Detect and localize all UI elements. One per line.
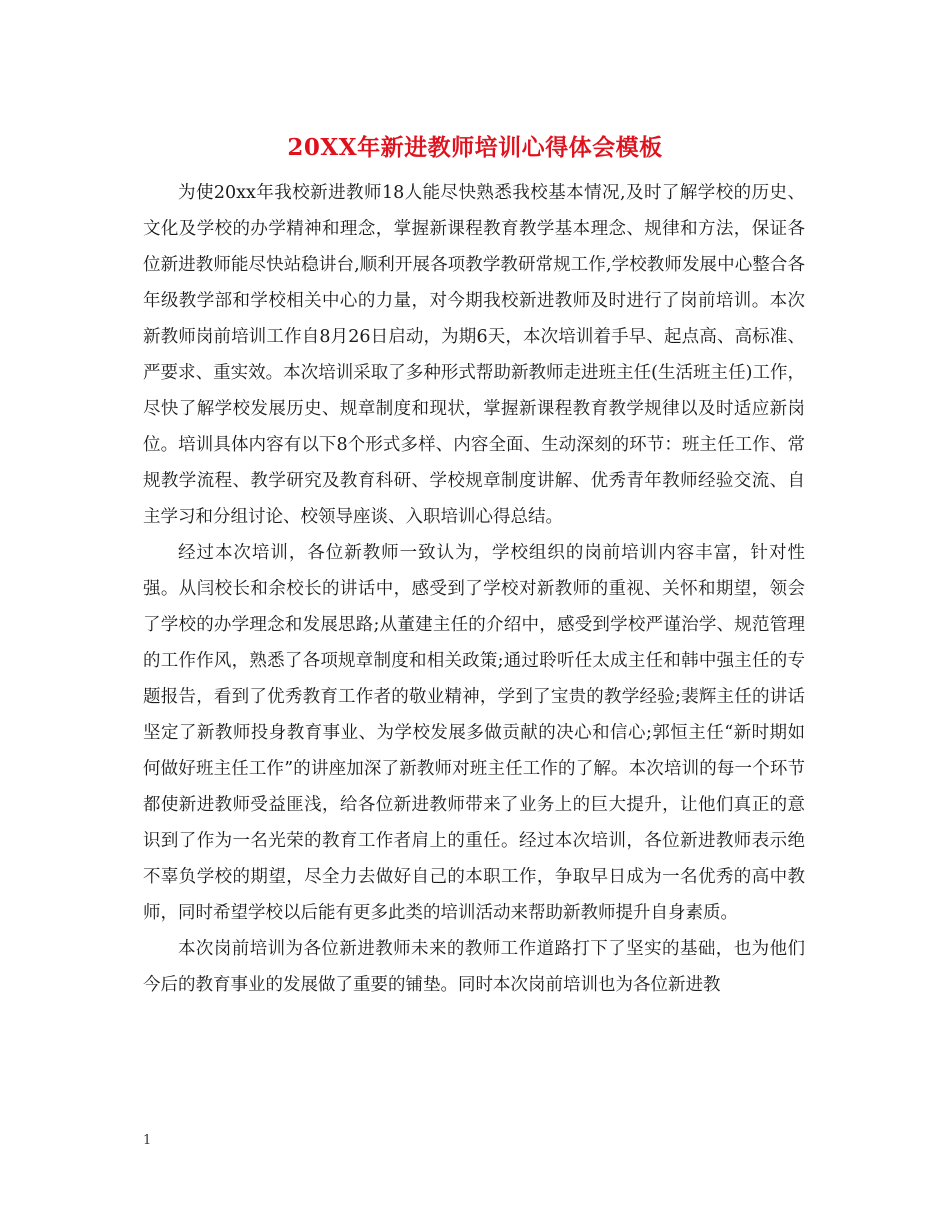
page-number: 1 (143, 1133, 152, 1148)
paragraph-2: 经过本次培训，各位新教师一致认为，学校组织的岗前培训内容丰富，针对性强。从闫校长和余校长的讲话中，感受到了学校对新教师的重视、关怀和期望，领会了学校的办学理念和发展思路;从董建主任的介绍中，感受到学校严谨治学、规范管理的工作作风，熟悉了各项规章制度和相关政策;通过聆听任太成主任和韩中强主任的专题报告，看到了优秀教育工作者的敬业精神，学到了宝贵的教学经验;裴辉主任的讲话坚定了新教师投身教育事业、为学校发展多做贡献的决心和信心;郭恒主任“新时期如何做好班主任工作”的讲座加深了新教师对班主任工作的了解。本次培训的每一个环节都使新进教师受益匪浅，给各位新进教师带来了业务上的巨大提升，让他们真正的意识到了作为一名光荣的教育工作者肩上的重任。经过本次培训，各位新进教师表示绝不辜负学校的期望，尽全力去做好自己的本职工作，争取早日成为一名优秀的高中教师，同时希望学校以后能有更多此类的培训活动来帮助新教师提升自身素质。 (143, 543, 805, 923)
document-body (143, 175, 805, 1003)
document-title: 20XX年新进教师培训心得体会模板 (287, 134, 663, 161)
paragraph-3: 本次岗前培训为各位新进教师未来的教师工作道路打下了坚实的基础，也为他们今后的教育事业的发展做了重要的铺垫。同时本次岗前培训也为各位新进教 (143, 939, 805, 995)
paragraph-1: 为使20xx年我校新进教师18人能尽快熟悉我校基本情况,及时了解学校的历史、文化及学校的办学精神和理念，掌握新课程教育教学基本理念、规律和方法，保证各位新进教师能尽快站稳讲台,顺利开展各项教学教研常规工作,学校教师发展中心整合各年级教学部和学校相关中心的力量，对今期我校新进教师及时进行了岗前培训。本次新教师岗前培训工作自8月26日启动，为期6天，本次培训着手早、起点高、高标准、严要求、重实效。本次培训采取了多种形式帮助新教师走进班主任(生活班主任)工作，尽快了解学校发展历史、规章制度和现状，掌握新课程教育教学规律以及时适应新岗位。培训具体内容有以下8个形式多样、内容全面、生动深刻的环节：班主任工作、常规教学流程、教学研究及教育科研、学校规章制度讲解、优秀青年教师经验交流、自主学习和分组讨论、校领导座谈、入职培训心得总结。 (143, 183, 805, 527)
